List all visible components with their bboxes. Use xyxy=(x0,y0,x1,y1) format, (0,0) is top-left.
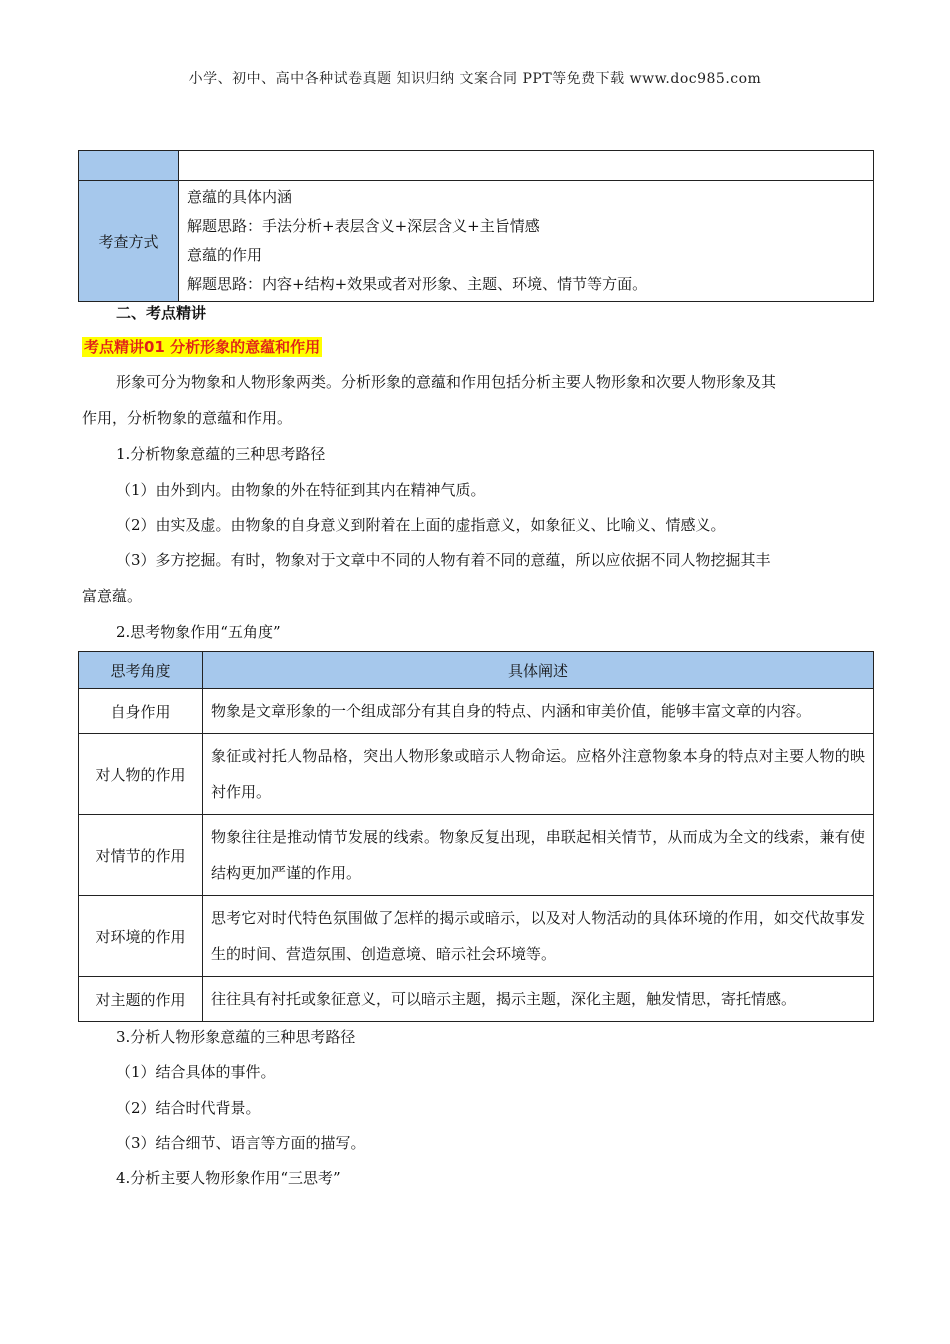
table-row xyxy=(79,977,874,1022)
path-3: （3）结合细节、语言等方面的描写。 xyxy=(116,1134,366,1152)
section-title: 二、考点精讲 xyxy=(116,304,207,322)
highlight-title xyxy=(82,337,322,357)
row-description: 思考它对时代特色氛围做了怎样的揭示或暗示，以及对人物活动的具体环境的作用，如交代故事发生的时间、营造氛围、创造意境、暗示社会环境等。 xyxy=(203,896,874,977)
table-row xyxy=(79,896,874,977)
row-angle: 对情节的作用 xyxy=(79,815,203,896)
heading-1: 1.分析物象意蕴的三种思考路径 xyxy=(116,445,326,463)
table-row xyxy=(79,815,874,896)
heading-3: 3.分析人物形象意蕴的三种思考路径 xyxy=(116,1028,356,1046)
table1-label: 考查方式 xyxy=(79,181,179,302)
point-3-line1: （3）多方挖掘。有时，物象对于文章中不同的人物有着不同的意蕴，所以应依据不同人物挖掘其丰 xyxy=(116,551,771,569)
intro-paragraph-line1: 形象可分为物象和人物形象两类。分析形象的意蕴和作用包括分析主要人物形象和次要人物形象及其 xyxy=(116,373,777,391)
path-2: （2）结合时代背景。 xyxy=(116,1099,261,1117)
table1-line: 意蕴的作用 xyxy=(187,246,263,264)
row-angle: 对人物的作用 xyxy=(79,734,203,815)
exam-method-table xyxy=(78,150,874,302)
table-header-row xyxy=(79,652,874,689)
table1-line: 意蕴的具体内涵 xyxy=(187,188,293,206)
intro-paragraph-line2: 作用，分析物象的意蕴和作用。 xyxy=(82,409,293,427)
five-angles-table xyxy=(78,651,874,1022)
heading-2: 2.思考物象作用“五角度” xyxy=(116,623,281,641)
table1-line: 解题思路：手法分析+表层含义+深层含义+主旨情感 xyxy=(187,217,540,235)
row-angle: 对环境的作用 xyxy=(79,896,203,977)
row-description: 物象是文章形象的一个组成部分有其自身的特点、内涵和审美价值，能够丰富文章的内容。 xyxy=(203,689,874,734)
path-1: （1）结合具体的事件。 xyxy=(116,1063,276,1081)
row-angle: 自身作用 xyxy=(79,689,203,734)
table-row xyxy=(79,734,874,815)
page-header: 小学、初中、高中各种试卷真题 知识归纳 文案合同 PPT等免费下载 www.doc985.com xyxy=(188,71,762,87)
table1-content xyxy=(179,181,874,302)
table1-empty-cell xyxy=(179,151,874,181)
highlight-title-text: 考点精讲01 分析形象的意蕴和作用 xyxy=(84,338,321,356)
table-row xyxy=(79,689,874,734)
table1-empty-label-cell xyxy=(79,151,179,181)
table1-line: 解题思路：内容+结构+效果或者对形象、主题、环境、情节等方面。 xyxy=(187,275,648,293)
heading-4: 4.分析主要人物形象作用“三思考” xyxy=(116,1169,341,1187)
column-header-description: 具体阐述 xyxy=(203,652,874,689)
row-description: 物象往往是推动情节发展的线索。物象反复出现，串联起相关情节，从而成为全文的线索，兼有使结构更加严谨的作用。 xyxy=(203,815,874,896)
point-1: （1）由外到内。由物象的外在特征到其内在精神气质。 xyxy=(116,481,486,499)
row-description: 往往具有衬托或象征意义，可以暗示主题，揭示主题，深化主题，触发情思，寄托情感。 xyxy=(203,977,874,1022)
column-header-angle: 思考角度 xyxy=(79,652,203,689)
point-2: （2）由实及虚。由物象的自身意义到附着在上面的虚指意义，如象征义、比喻义、情感义。 xyxy=(116,516,726,534)
row-description: 象征或衬托人物品格，突出人物形象或暗示人物命运。应格外注意物象本身的特点对主要人物的映衬作用。 xyxy=(203,734,874,815)
point-3-line2: 富意蕴。 xyxy=(82,587,143,605)
row-angle: 对主题的作用 xyxy=(79,977,203,1022)
